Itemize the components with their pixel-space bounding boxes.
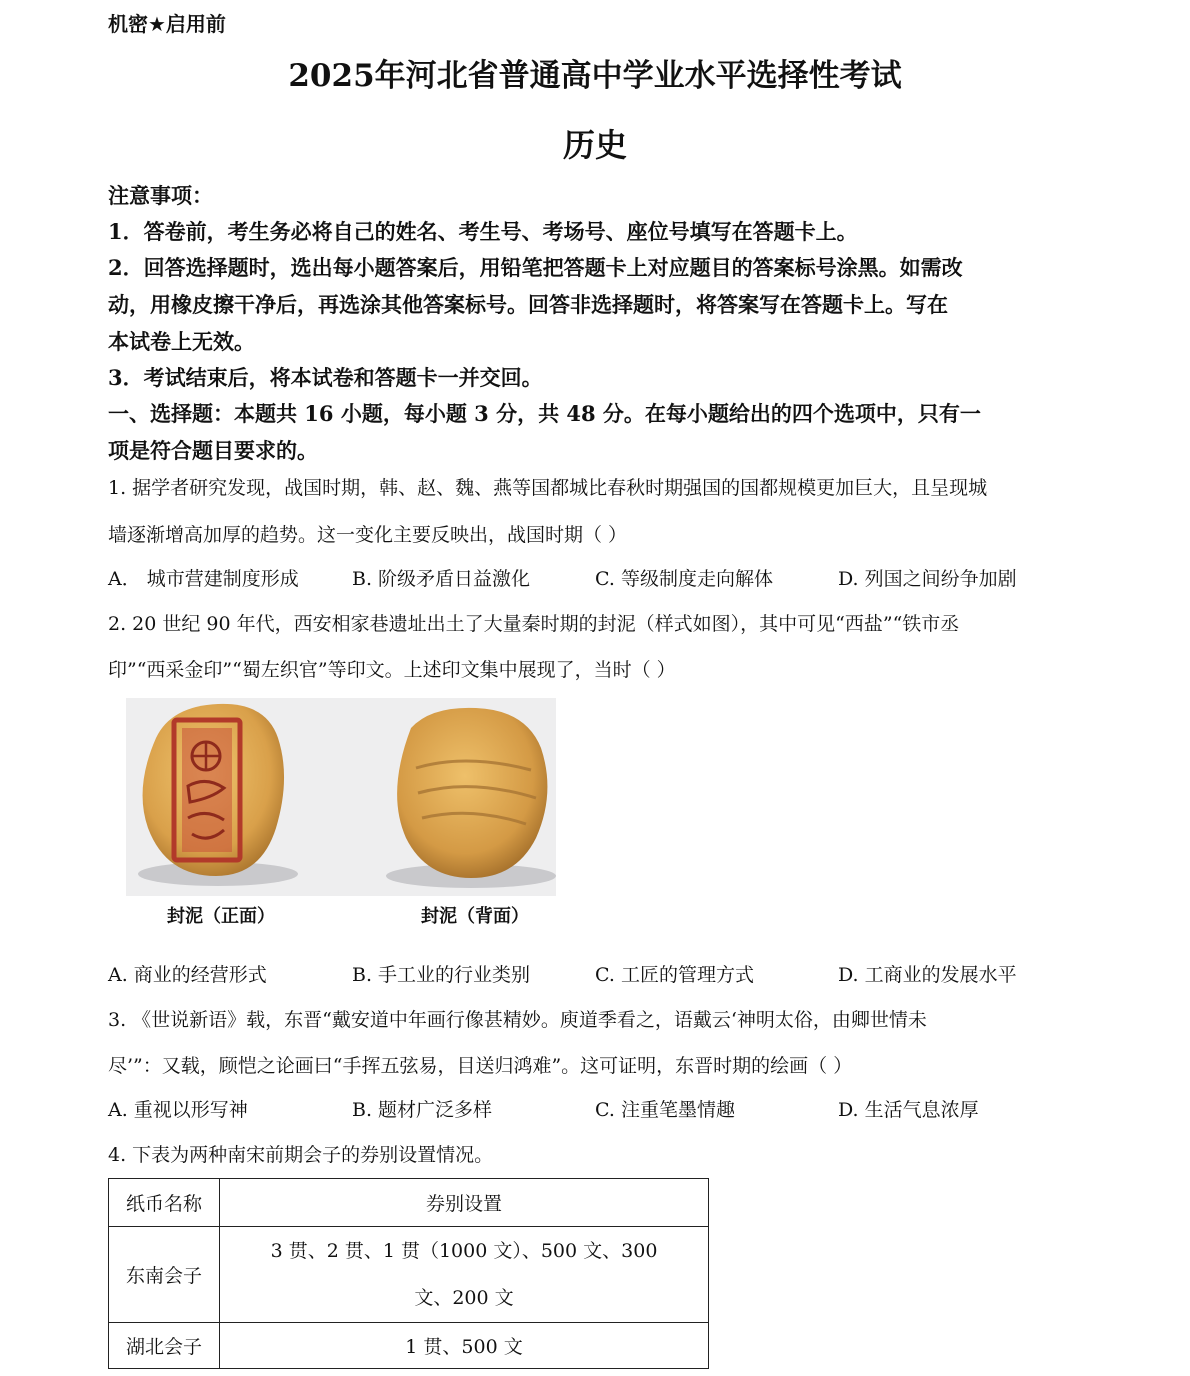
q2-option-a: A. 商业的经营形式 [108, 964, 267, 986]
table-cell-name: 东南会子 [109, 1227, 220, 1323]
q3-option-a: A. 重视以形写神 [108, 1099, 248, 1121]
banknote-denomination-table [108, 1178, 709, 1369]
notice-item-2-line-1: 2．回答选择题时，选出每小题答案后，用铅笔把答题卡上对应题目的答案标号涂黑。如需改 [108, 255, 963, 280]
sealing-clay-photo [126, 698, 556, 896]
q1-stem-line-1: 1. 据学者研究发现，战国时期，韩、赵、魏、燕等国都城比春秋时期强国的国都规模更加巨大，且呈现城 [108, 477, 988, 499]
notice-heading: 注意事项： [108, 183, 213, 208]
q2-option-d: D. 工商业的发展水平 [838, 964, 1017, 986]
subject-title: 历史 [562, 126, 627, 164]
notice-item-2-line-3: 本试卷上无效。 [108, 329, 255, 354]
table-cell-value-line-2: 文、200 文 [414, 1286, 514, 1309]
exam-title: 2025年河北省普通高中学业水平选择性考试 [288, 58, 902, 94]
caption-front: 封泥（正面） [167, 906, 275, 927]
q3-stem-line-1: 3. 《世说新语》载，东晋“戴安道中年画行像甚精妙。庾道季看之，语戴云‘神明太俗，由卿世情未 [108, 1009, 927, 1031]
confidential-label: 机密★启用前 [108, 12, 226, 36]
q1-option-c: C. 等级制度走向解体 [595, 568, 773, 590]
table-row [109, 1227, 709, 1323]
q3-option-b: B. 题材广泛多样 [352, 1099, 493, 1121]
q2-stem-line-1: 2. 20 世纪 90 年代，西安相家巷遗址出土了大量秦时期的封泥（样式如图），其中可见“西盐”“铁市丞 [108, 613, 960, 635]
notice-item-3: 3．考试结束后，将本试卷和答题卡一并交回。 [108, 365, 543, 390]
q3-option-d: D. 生活气息浓厚 [838, 1099, 979, 1121]
table-cell-value-line-1: 3 贯、2 贯、1 贯（1000 文）、500 文、300 [270, 1239, 658, 1262]
section-heading-line-2: 项是符合题目要求的。 [108, 438, 318, 463]
q2-option-b: B. 手工业的行业类别 [352, 964, 531, 986]
q1-option-b: B. 阶级矛盾日益激化 [352, 568, 531, 590]
notice-item-2-line-2: 动，用橡皮擦干净后，再选涂其他答案标号。回答非选择题时，将答案写在答题卡上。写在 [108, 292, 948, 317]
table-header-row [109, 1179, 709, 1227]
table-cell-value [220, 1227, 709, 1323]
section-heading-line-1: 一、选择题：本题共 16 小题，每小题 3 分，共 48 分。在每小题给出的四个选项中，只有一 [108, 401, 981, 426]
q2-option-c: C. 工匠的管理方式 [595, 964, 754, 986]
q3-stem-line-2: 尽’”：又载，顾恺之论画曰“手挥五弦易，目送归鸿难”。这可证明，东晋时期的绘画（ ） [108, 1055, 853, 1077]
q2-stem-line-2: 印”“西采金印”“蜀左织官”等印文。上述印文集中展现了，当时（ ） [108, 659, 676, 681]
caption-back: 封泥（背面） [421, 906, 529, 927]
q1-option-a: A． 城市营建制度形成 [108, 568, 299, 590]
table-header-cell: 纸币名称 [109, 1179, 220, 1227]
q1-option-d: D. 列国之间纷争加剧 [838, 568, 1017, 590]
q1-stem-line-2: 墙逐渐增高加厚的趋势。这一变化主要反映出，战国时期（ ） [108, 524, 628, 546]
q3-option-c: C. 注重笔墨情趣 [595, 1099, 735, 1121]
table-cell-value: 1 贯、500 文 [220, 1323, 709, 1369]
notice-item-1: 1．答卷前，考生务必将自己的姓名、考生号、考场号、座位号填写在答题卡上。 [108, 219, 858, 244]
table-cell-name: 湖北会子 [109, 1323, 220, 1369]
table-row [109, 1323, 709, 1369]
sealing-clay-illustration [126, 698, 556, 896]
q4-stem: 4. 下表为两种南宋前期会子的券别设置情况。 [108, 1144, 494, 1166]
table-header-cell: 券别设置 [220, 1179, 709, 1227]
